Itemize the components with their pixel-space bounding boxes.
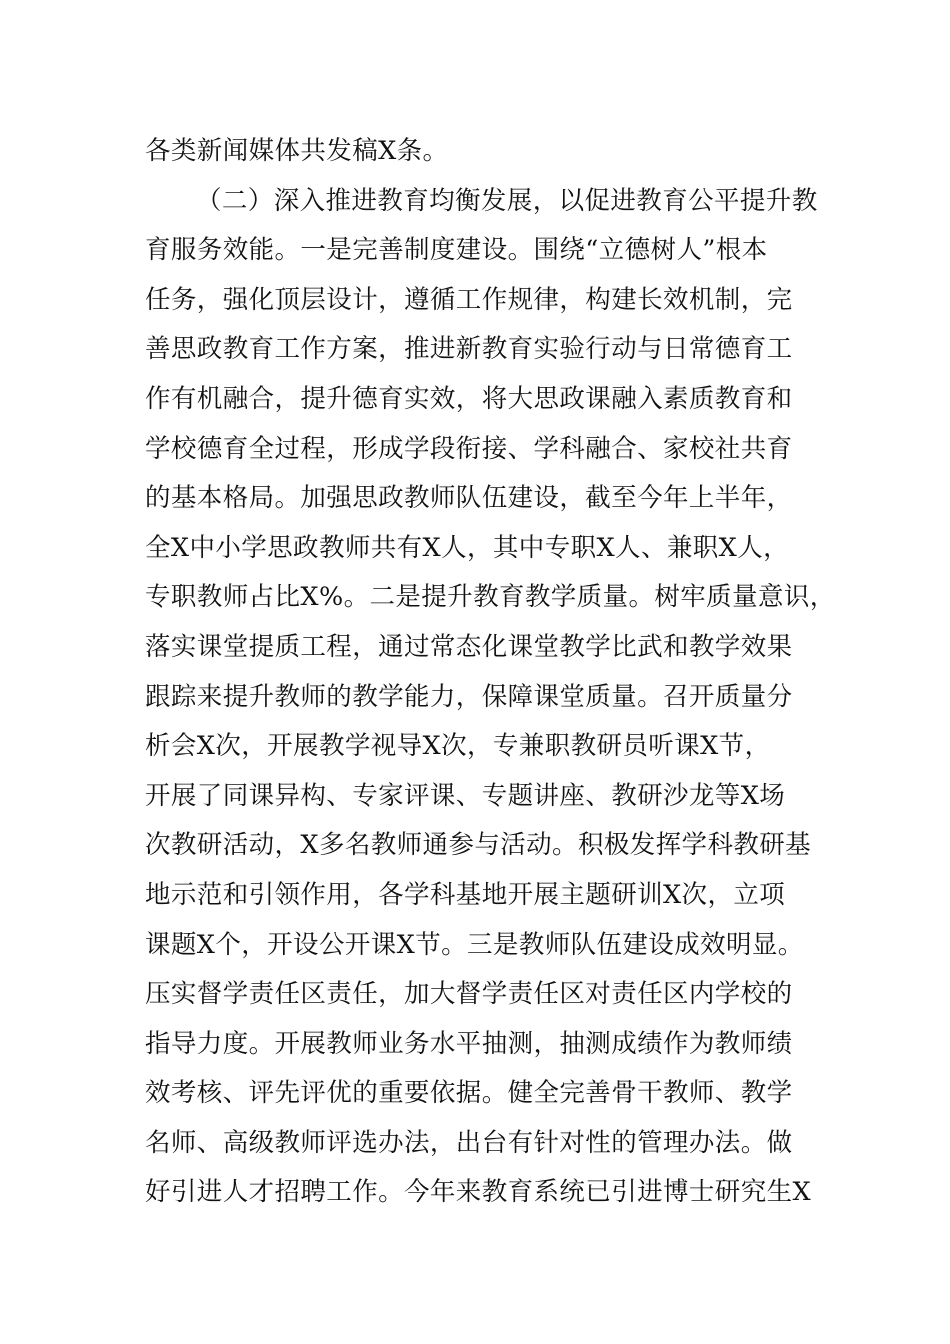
text-line: 开展了同课异构、专家评课、专题讲座、教研沙龙等X场 — [145, 780, 786, 811]
text-line: 跟踪来提升教师的教学能力，保障课堂质量。召开质量分 — [145, 681, 793, 712]
text-line: 任务，强化顶层设计，遵循工作规律，构建长效机制，完 — [145, 284, 793, 315]
text-line: 地示范和引领作用，各学科基地开展主题研训X次，立项 — [145, 879, 786, 910]
text-line: 课题X个，开设公开课X节。三是教师队伍建设成效明显。 — [145, 929, 804, 960]
text-line: 的基本格局。加强思政教师队伍建设，截至今年上半年， — [145, 483, 793, 514]
text-line: 好引进人才招聘工作。今年来教育系统已引进博士研究生X — [145, 1177, 812, 1208]
document-body — [145, 127, 836, 1218]
text-line: 专职教师占比X%。二是提升教育教学质量。树牢质量意识， — [145, 582, 836, 613]
paragraph-first-line: （二）深入推进教育均衡发展，以促进教育公平提升教 — [196, 185, 818, 216]
text-line: 次教研活动，X多名教师通参与活动。积极发挥学科教研基 — [145, 830, 812, 861]
text-line: 落实课堂提质工程，通过常态化课堂教学比武和教学效果 — [145, 631, 793, 662]
text-line: 作有机融合，提升德育实效，将大思政课融入素质教育和 — [145, 383, 793, 414]
text-line: 析会X次，开展教学视导X次，专兼职教研员听课X节， — [145, 731, 771, 762]
text-line: 学校德育全过程，形成学段衔接、学科融合、家校社共育 — [145, 433, 793, 464]
text-line: 善思政教育工作方案，推进新教育实验行动与日常德育工 — [145, 334, 793, 365]
text-line: 名师、高级教师评选办法，出台有针对性的管理办法。做 — [145, 1127, 793, 1158]
text-line: 各类新闻媒体共发稿X条。 — [145, 136, 449, 166]
text-line: 效考核、评先评优的重要依据。健全完善骨干教师、教学 — [145, 1078, 793, 1109]
text-line: 指导力度。开展教师业务水平抽测，抽测成绩作为教师绩 — [145, 1028, 793, 1059]
text-line: 全X中小学思政教师共有X人，其中专职X人、兼职X人， — [145, 532, 790, 563]
text-line: 育服务效能。一是完善制度建设。围绕“立德树人”根本 — [145, 235, 768, 266]
text-line: 压实督学责任区责任，加大督学责任区对责任区内学校的 — [145, 979, 793, 1010]
